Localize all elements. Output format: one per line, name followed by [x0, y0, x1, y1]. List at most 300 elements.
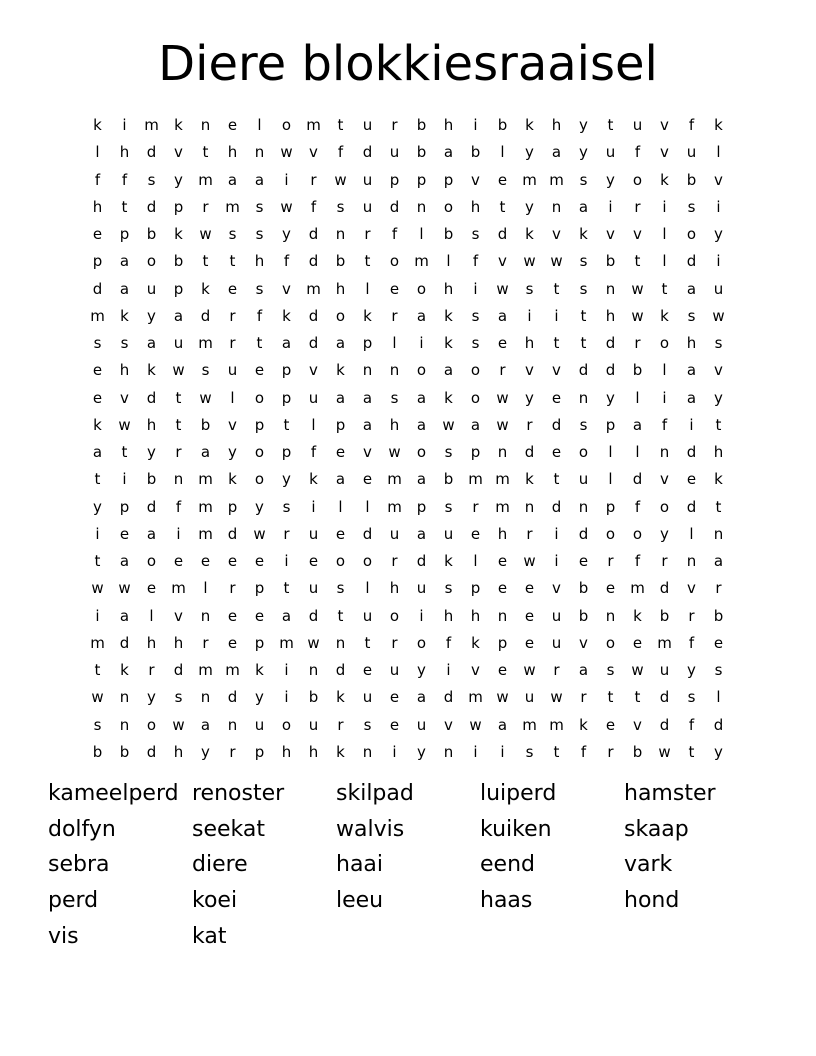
- grid-letter: n: [416, 197, 427, 216]
- grid-letter: f: [472, 252, 479, 271]
- grid-letter: y: [579, 143, 588, 162]
- grid-letter: t: [553, 470, 560, 489]
- grid-letter: n: [551, 197, 562, 216]
- grid-letter: l: [635, 388, 640, 407]
- grid-letter: t: [580, 334, 587, 353]
- grid-letter: r: [634, 334, 641, 353]
- word-vis: vis: [48, 923, 79, 949]
- grid-letter: i: [716, 197, 721, 216]
- grid-letter: f: [310, 443, 317, 462]
- grid-letter: d: [605, 361, 616, 380]
- grid-row: [84, 466, 732, 493]
- grid-letter: o: [470, 361, 481, 380]
- grid-letter: t: [121, 197, 128, 216]
- grid-letter: m: [387, 470, 402, 489]
- grid-letter: h: [443, 606, 454, 625]
- grid-letter: y: [93, 497, 102, 516]
- grid-letter: s: [714, 661, 723, 680]
- grid-letter: a: [119, 552, 130, 571]
- grid-letter: p: [416, 497, 427, 516]
- grid-letter: e: [335, 524, 346, 543]
- grid-letter: k: [714, 470, 723, 489]
- grid-letter: d: [578, 524, 589, 543]
- grid-letter: y: [282, 225, 291, 244]
- grid-letter: d: [119, 633, 130, 652]
- grid-letter: a: [119, 252, 130, 271]
- grid-letter: e: [713, 633, 724, 652]
- grid-letter: t: [283, 579, 290, 598]
- grid-letter: s: [174, 688, 183, 707]
- grid-letter: s: [147, 170, 156, 189]
- grid-letter: r: [634, 197, 641, 216]
- grid-letter: d: [551, 415, 562, 434]
- grid-letter: l: [446, 252, 451, 271]
- grid-letter: l: [635, 443, 640, 462]
- grid-letter: s: [471, 334, 480, 353]
- grid-letter: u: [362, 116, 373, 135]
- grid-letter: v: [552, 225, 561, 244]
- grid-letter: w: [388, 443, 401, 462]
- grid-letter: t: [337, 606, 344, 625]
- grid-letter: p: [362, 334, 373, 353]
- grid-letter: a: [416, 388, 427, 407]
- grid-letter: y: [255, 688, 264, 707]
- grid-letter: k: [147, 361, 156, 380]
- grid-letter: o: [443, 197, 454, 216]
- grid-letter: d: [308, 334, 319, 353]
- grid-letter: m: [279, 633, 294, 652]
- grid-letter: d: [686, 252, 697, 271]
- grid-letter: n: [308, 661, 319, 680]
- grid-letter: e: [497, 334, 508, 353]
- word-skilpad: skilpad: [336, 781, 414, 806]
- grid-letter: s: [687, 688, 696, 707]
- grid-letter: i: [500, 742, 505, 761]
- grid-letter: a: [200, 715, 211, 734]
- grid-letter: w: [631, 306, 644, 325]
- grid-letter: i: [527, 306, 532, 325]
- grid-letter: e: [524, 633, 535, 652]
- grid-letter: w: [631, 661, 644, 680]
- grid-letter: t: [607, 688, 614, 707]
- grid-letter: t: [364, 633, 371, 652]
- grid-letter: a: [470, 415, 481, 434]
- grid-row: [84, 630, 732, 657]
- grid-letter: i: [419, 606, 424, 625]
- grid-letter: f: [256, 306, 263, 325]
- grid-letter: s: [579, 170, 588, 189]
- grid-letter: w: [307, 633, 320, 652]
- grid-letter: h: [308, 742, 319, 761]
- grid-letter: b: [632, 361, 643, 380]
- grid-letter: k: [525, 116, 534, 135]
- grid-letter: h: [92, 197, 103, 216]
- grid-letter: k: [309, 470, 318, 489]
- grid-letter: e: [524, 606, 535, 625]
- grid-letter: n: [605, 279, 616, 298]
- grid-letter: o: [146, 252, 157, 271]
- grid-letter: o: [362, 552, 373, 571]
- grid-letter: t: [499, 197, 506, 216]
- grid-letter: v: [579, 633, 588, 652]
- grid-letter: u: [389, 661, 400, 680]
- grid-letter: d: [146, 143, 157, 162]
- grid-row: [84, 112, 732, 139]
- grid-letter: a: [227, 170, 238, 189]
- grid-letter: l: [203, 579, 208, 598]
- grid-letter: v: [120, 388, 129, 407]
- grid-letter: o: [389, 252, 400, 271]
- grid-letter: a: [173, 306, 184, 325]
- grid-letter: k: [336, 742, 345, 761]
- grid-letter: w: [523, 661, 536, 680]
- grid-letter: i: [122, 116, 127, 135]
- word-eend: eend: [480, 852, 535, 878]
- grid-letter: r: [607, 552, 614, 571]
- grid-letter: b: [713, 606, 724, 625]
- grid-letter: t: [553, 334, 560, 353]
- grid-letter: k: [714, 116, 723, 135]
- grid-row: [84, 412, 732, 439]
- grid-row: [84, 684, 732, 711]
- grid-letter: o: [416, 361, 427, 380]
- grid-letter: p: [605, 497, 616, 516]
- grid-letter: v: [660, 143, 669, 162]
- grid-letter: s: [336, 197, 345, 216]
- word-hond: hond: [624, 888, 680, 914]
- grid-letter: i: [419, 334, 424, 353]
- grid-letter: p: [281, 361, 292, 380]
- grid-letter: u: [254, 715, 265, 734]
- grid-letter: v: [471, 661, 480, 680]
- grid-letter: k: [579, 715, 588, 734]
- grid-letter: r: [553, 661, 560, 680]
- grid-letter: s: [336, 579, 345, 598]
- grid-letter: n: [497, 606, 508, 625]
- grid-letter: k: [525, 225, 534, 244]
- grid-letter: r: [364, 225, 371, 244]
- grid-letter: u: [605, 143, 616, 162]
- grid-letter: l: [365, 579, 370, 598]
- grid-letter: b: [119, 742, 130, 761]
- grid-letter: d: [146, 497, 157, 516]
- grid-letter: n: [227, 715, 238, 734]
- grid-letter: a: [686, 361, 697, 380]
- grid-letter: d: [92, 279, 103, 298]
- grid-letter: h: [389, 415, 400, 434]
- grid-letter: u: [308, 715, 319, 734]
- grid-letter: k: [174, 116, 183, 135]
- grid-letter: l: [365, 279, 370, 298]
- grid-letter: n: [578, 388, 589, 407]
- grid-letter: m: [198, 470, 213, 489]
- grid-letter: w: [118, 415, 131, 434]
- grid-letter: a: [335, 470, 346, 489]
- grid-letter: a: [443, 143, 454, 162]
- grid-letter: t: [175, 415, 182, 434]
- grid-letter: p: [470, 579, 481, 598]
- grid-letter: e: [497, 552, 508, 571]
- grid-letter: n: [362, 361, 373, 380]
- grid-letter: m: [657, 633, 672, 652]
- grid-letter: e: [497, 661, 508, 680]
- grid-letter: r: [688, 606, 695, 625]
- grid-letter: e: [146, 579, 157, 598]
- grid-letter: t: [94, 470, 101, 489]
- grid-letter: o: [416, 279, 427, 298]
- grid-letter: s: [687, 197, 696, 216]
- grid-letter: f: [445, 633, 452, 652]
- grid-letter: w: [496, 388, 509, 407]
- grid-letter: s: [579, 252, 588, 271]
- grid-letter: e: [227, 552, 238, 571]
- grid-row: [84, 739, 732, 766]
- grid-letter: w: [172, 361, 185, 380]
- grid-letter: i: [122, 470, 127, 489]
- grid-letter: i: [284, 552, 289, 571]
- grid-letter: e: [497, 170, 508, 189]
- grid-letter: s: [93, 715, 102, 734]
- grid-letter: m: [414, 252, 429, 271]
- grid-letter: o: [281, 715, 292, 734]
- grid-row: [84, 194, 732, 221]
- grid-letter: l: [662, 252, 667, 271]
- grid-letter: a: [686, 388, 697, 407]
- grid-letter: t: [715, 497, 722, 516]
- grid-row: [84, 139, 732, 166]
- grid-row: [84, 521, 732, 548]
- grid-letter: y: [282, 470, 291, 489]
- grid-letter: m: [306, 279, 321, 298]
- grid-letter: b: [416, 143, 427, 162]
- grid-letter: p: [497, 633, 508, 652]
- grid-letter: i: [95, 524, 100, 543]
- grid-letter: u: [362, 170, 373, 189]
- word-vark: vark: [624, 852, 673, 878]
- grid-letter: a: [416, 306, 427, 325]
- grid-letter: u: [227, 361, 238, 380]
- grid-letter: e: [227, 606, 238, 625]
- grid-letter: b: [578, 606, 589, 625]
- grid-letter: k: [660, 306, 669, 325]
- grid-letter: t: [634, 688, 641, 707]
- grid-letter: b: [335, 252, 346, 271]
- grid-row: [84, 439, 732, 466]
- grid-letter: n: [200, 116, 211, 135]
- grid-letter: m: [468, 470, 483, 489]
- grid-letter: s: [282, 497, 291, 516]
- grid-letter: y: [174, 170, 183, 189]
- grid-letter: m: [198, 524, 213, 543]
- grid-letter: b: [443, 470, 454, 489]
- grid-letter: h: [281, 742, 292, 761]
- grid-letter: h: [146, 633, 157, 652]
- grid-letter: f: [688, 116, 695, 135]
- grid-letter: i: [473, 279, 478, 298]
- grid-letter: s: [444, 443, 453, 462]
- grid-letter: m: [198, 170, 213, 189]
- grid-letter: t: [337, 116, 344, 135]
- grid-letter: u: [173, 334, 184, 353]
- grid-letter: b: [146, 470, 157, 489]
- grid-letter: d: [524, 443, 535, 462]
- grid-letter: f: [337, 143, 344, 162]
- grid-letter: i: [284, 661, 289, 680]
- grid-letter: v: [498, 252, 507, 271]
- grid-letter: i: [554, 306, 559, 325]
- grid-letter: l: [500, 143, 505, 162]
- grid-letter: d: [227, 524, 238, 543]
- grid-letter: r: [229, 306, 236, 325]
- grid-letter: p: [281, 388, 292, 407]
- grid-row: [84, 548, 732, 575]
- grid-letter: k: [336, 361, 345, 380]
- grid-letter: p: [173, 197, 184, 216]
- word-luiperd: luiperd: [480, 781, 557, 806]
- grid-letter: h: [470, 197, 481, 216]
- grid-letter: a: [686, 279, 697, 298]
- grid-letter: d: [659, 579, 670, 598]
- grid-letter: s: [390, 388, 399, 407]
- grid-letter: n: [497, 443, 508, 462]
- word-renoster: renoster: [192, 781, 285, 806]
- grid-letter: t: [256, 334, 263, 353]
- grid-letter: b: [443, 225, 454, 244]
- word-kameelperd: kameelperd: [48, 781, 179, 806]
- grid-letter: t: [121, 443, 128, 462]
- grid-letter: h: [119, 361, 130, 380]
- grid-letter: m: [90, 633, 105, 652]
- grid-letter: h: [443, 279, 454, 298]
- grid-letter: t: [607, 116, 614, 135]
- grid-letter: d: [443, 688, 454, 707]
- grid-letter: d: [362, 143, 373, 162]
- grid-letter: s: [228, 225, 237, 244]
- grid-letter: v: [552, 579, 561, 598]
- grid-letter: a: [416, 470, 427, 489]
- grid-letter: r: [229, 579, 236, 598]
- grid-letter: a: [146, 334, 157, 353]
- grid-letter: h: [497, 524, 508, 543]
- word-haas: haas: [480, 888, 533, 914]
- grid-letter: t: [634, 252, 641, 271]
- grid-letter: r: [310, 170, 317, 189]
- grid-letter: r: [175, 443, 182, 462]
- grid-letter: f: [175, 497, 182, 516]
- grid-letter: m: [198, 661, 213, 680]
- grid-letter: y: [147, 688, 156, 707]
- grid-letter: m: [387, 497, 402, 516]
- grid-letter: d: [416, 552, 427, 571]
- grid-letter: u: [308, 524, 319, 543]
- grid-letter: s: [120, 334, 129, 353]
- grid-letter: l: [608, 470, 613, 489]
- grid-letter: n: [119, 715, 130, 734]
- grid-letter: m: [198, 334, 213, 353]
- grid-letter: s: [471, 306, 480, 325]
- grid-letter: l: [716, 688, 721, 707]
- grid-letter: u: [146, 279, 157, 298]
- grid-letter: f: [661, 415, 668, 434]
- grid-letter: u: [389, 143, 400, 162]
- grid-letter: m: [225, 197, 240, 216]
- grid-letter: s: [714, 334, 723, 353]
- grid-letter: a: [416, 415, 427, 434]
- grid-letter: l: [662, 225, 667, 244]
- grid-letter: k: [444, 334, 453, 353]
- grid-letter: u: [308, 388, 319, 407]
- grid-letter: v: [552, 361, 561, 380]
- grid-letter: o: [146, 715, 157, 734]
- grid-letter: y: [525, 197, 534, 216]
- grid-letter: l: [338, 497, 343, 516]
- grid-letter: m: [468, 688, 483, 707]
- grid-letter: e: [605, 579, 616, 598]
- grid-letter: k: [579, 225, 588, 244]
- grid-letter: y: [714, 742, 723, 761]
- grid-letter: a: [146, 524, 157, 543]
- grid-letter: b: [200, 415, 211, 434]
- grid-letter: m: [495, 497, 510, 516]
- grid-letter: m: [549, 715, 564, 734]
- grid-letter: p: [470, 443, 481, 462]
- grid-letter: u: [551, 606, 562, 625]
- grid-row: [84, 221, 732, 248]
- grid-letter: p: [173, 279, 184, 298]
- grid-letter: m: [549, 170, 564, 189]
- grid-letter: s: [255, 279, 264, 298]
- grid-letter: k: [255, 661, 264, 680]
- grid-letter: l: [662, 361, 667, 380]
- word-walvis: walvis: [336, 816, 405, 842]
- grid-letter: o: [632, 170, 643, 189]
- grid-letter: b: [578, 579, 589, 598]
- grid-letter: r: [391, 306, 398, 325]
- grid-letter: u: [416, 579, 427, 598]
- grid-letter: h: [173, 633, 184, 652]
- grid-letter: d: [200, 306, 211, 325]
- grid-letter: h: [254, 252, 265, 271]
- grid-letter: s: [255, 197, 264, 216]
- grid-letter: y: [714, 225, 723, 244]
- word-perd: perd: [48, 888, 99, 914]
- grid-letter: m: [522, 170, 537, 189]
- grid-letter: i: [554, 552, 559, 571]
- grid-letter: d: [686, 497, 697, 516]
- grid-letter: m: [495, 470, 510, 489]
- grid-letter: w: [496, 688, 509, 707]
- grid-letter: a: [416, 524, 427, 543]
- grid-letter: v: [660, 470, 669, 489]
- grid-letter: i: [473, 742, 478, 761]
- grid-letter: a: [254, 170, 265, 189]
- grid-letter: t: [661, 279, 668, 298]
- grid-letter: n: [389, 361, 400, 380]
- grid-letter: h: [335, 279, 346, 298]
- grid-letter: k: [201, 279, 210, 298]
- grid-letter: a: [443, 361, 454, 380]
- grid-letter: v: [471, 170, 480, 189]
- grid-letter: d: [227, 688, 238, 707]
- grid-letter: l: [230, 388, 235, 407]
- grid-letter: y: [228, 443, 237, 462]
- grid-letter: y: [714, 388, 723, 407]
- grid-letter: e: [92, 225, 103, 244]
- grid-letter: a: [362, 388, 373, 407]
- grid-letter: p: [119, 497, 130, 516]
- grid-letter: d: [362, 524, 373, 543]
- grid-letter: m: [171, 579, 186, 598]
